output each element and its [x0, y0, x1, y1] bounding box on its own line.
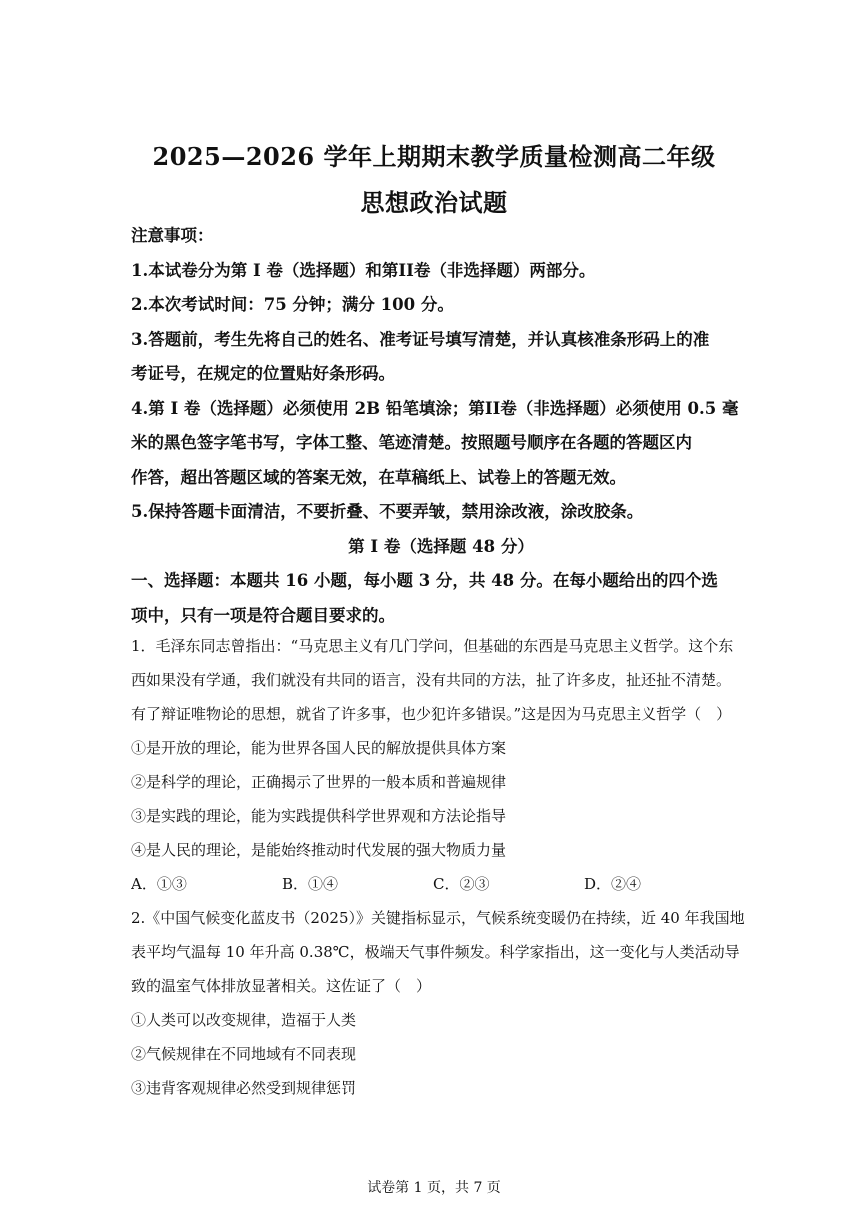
notice-line: 2.本次考试时间：75 分钟；满分 100 分。	[131, 295, 454, 314]
question-1	[131, 629, 751, 901]
statement: ②气候规律在不同地域有不同表现	[131, 1045, 357, 1063]
question-stem-line: 表平均气温每 10 年升高 0.38℃，极端天气事件频发。科学家指出，这一变化与人类活动导	[131, 943, 740, 961]
notice-line: 3.答题前，考生先将自己的姓名、准考证号填写清楚，并认真核准条形码上的准	[131, 329, 710, 349]
answer-options	[131, 867, 751, 901]
statement: ③是实践的理论，能为实践提供科学世界观和方法论指导	[131, 807, 507, 825]
question-stem-line: 西如果没有学通，我们就没有共同的语言，没有共同的方法，扯了许多皮，扯还扯不清楚。	[131, 671, 732, 689]
option-c: C．②③	[433, 875, 490, 893]
section-intro-line: 项中，只有一项是符合题目要求的。	[131, 605, 395, 625]
notice-line: 米的黑色签字笔书写，字体工整、笔迹清楚。按照题号顺序在各题的答题区内	[131, 433, 692, 452]
notice-heading: 注意事项：	[131, 226, 214, 245]
option-b: B．①④	[282, 875, 339, 893]
exam-subject-title: 思想政治试题	[360, 188, 508, 217]
notice-line: 1.本试卷分为第 I 卷（选择题）和第II卷（非选择题）两部分。	[131, 260, 596, 280]
question-stem-line: 致的温室气体排放显著相关。这佐证了（ ）	[131, 977, 432, 995]
option-a: A．①③	[131, 875, 187, 893]
question-stem-line: 2.《中国气候变化蓝皮书（2025）》关键指标显示，气候系统变暖仍在持续，近 40 年我国地	[131, 909, 745, 927]
option-d: D．②④	[584, 875, 642, 893]
statement: ③违背客观规律必然受到规律惩罚	[131, 1079, 357, 1097]
notice-line: 4.第 I 卷（选择题）必须使用 2B 铅笔填涂；第II卷（非选择题）必须使用 0.5 毫	[131, 398, 739, 418]
exam-title: 2025—2026 学年上期期末教学质量检测高二年级	[152, 142, 716, 171]
notice-line: 作答，超出答题区域的答案无效，在草稿纸上、试卷上的答题无效。	[131, 467, 626, 487]
question-2	[131, 901, 751, 1105]
statement: ④是人民的理论，是能始终推动时代发展的强大物质力量	[131, 841, 507, 859]
notice-section	[131, 219, 751, 633]
notice-line: 5.保持答题卡面清洁，不要折叠、不要弄皱，禁用涂改液，涂改胶条。	[131, 502, 644, 521]
question-stem-line: 1．毛泽东同志曾指出：“马克思主义有几门学问，但基础的东西是马克思主义哲学。这个东	[131, 637, 734, 655]
statement: ②是科学的理论，正确揭示了世界的一般本质和普遍规律	[131, 773, 507, 791]
section-intro-line: 一、选择题：本题共 16 小题，每小题 3 分，共 48 分。在每小题给出的四个选	[131, 571, 718, 590]
section-title: 第 I 卷（选择题 48 分）	[348, 536, 534, 556]
page-footer: 试卷第 1 页，共 7 页	[367, 1180, 501, 1196]
notice-line: 考证号，在规定的位置贴好条形码。	[131, 364, 395, 383]
statement: ①是开放的理论，能为世界各国人民的解放提供具体方案	[131, 739, 507, 757]
statement: ①人类可以改变规律，造福于人类	[131, 1011, 357, 1029]
question-stem-line: 有了辩证唯物论的思想，就省了许多事，也少犯许多错误。”这是因为马克思主义哲学（ ）	[131, 705, 732, 723]
